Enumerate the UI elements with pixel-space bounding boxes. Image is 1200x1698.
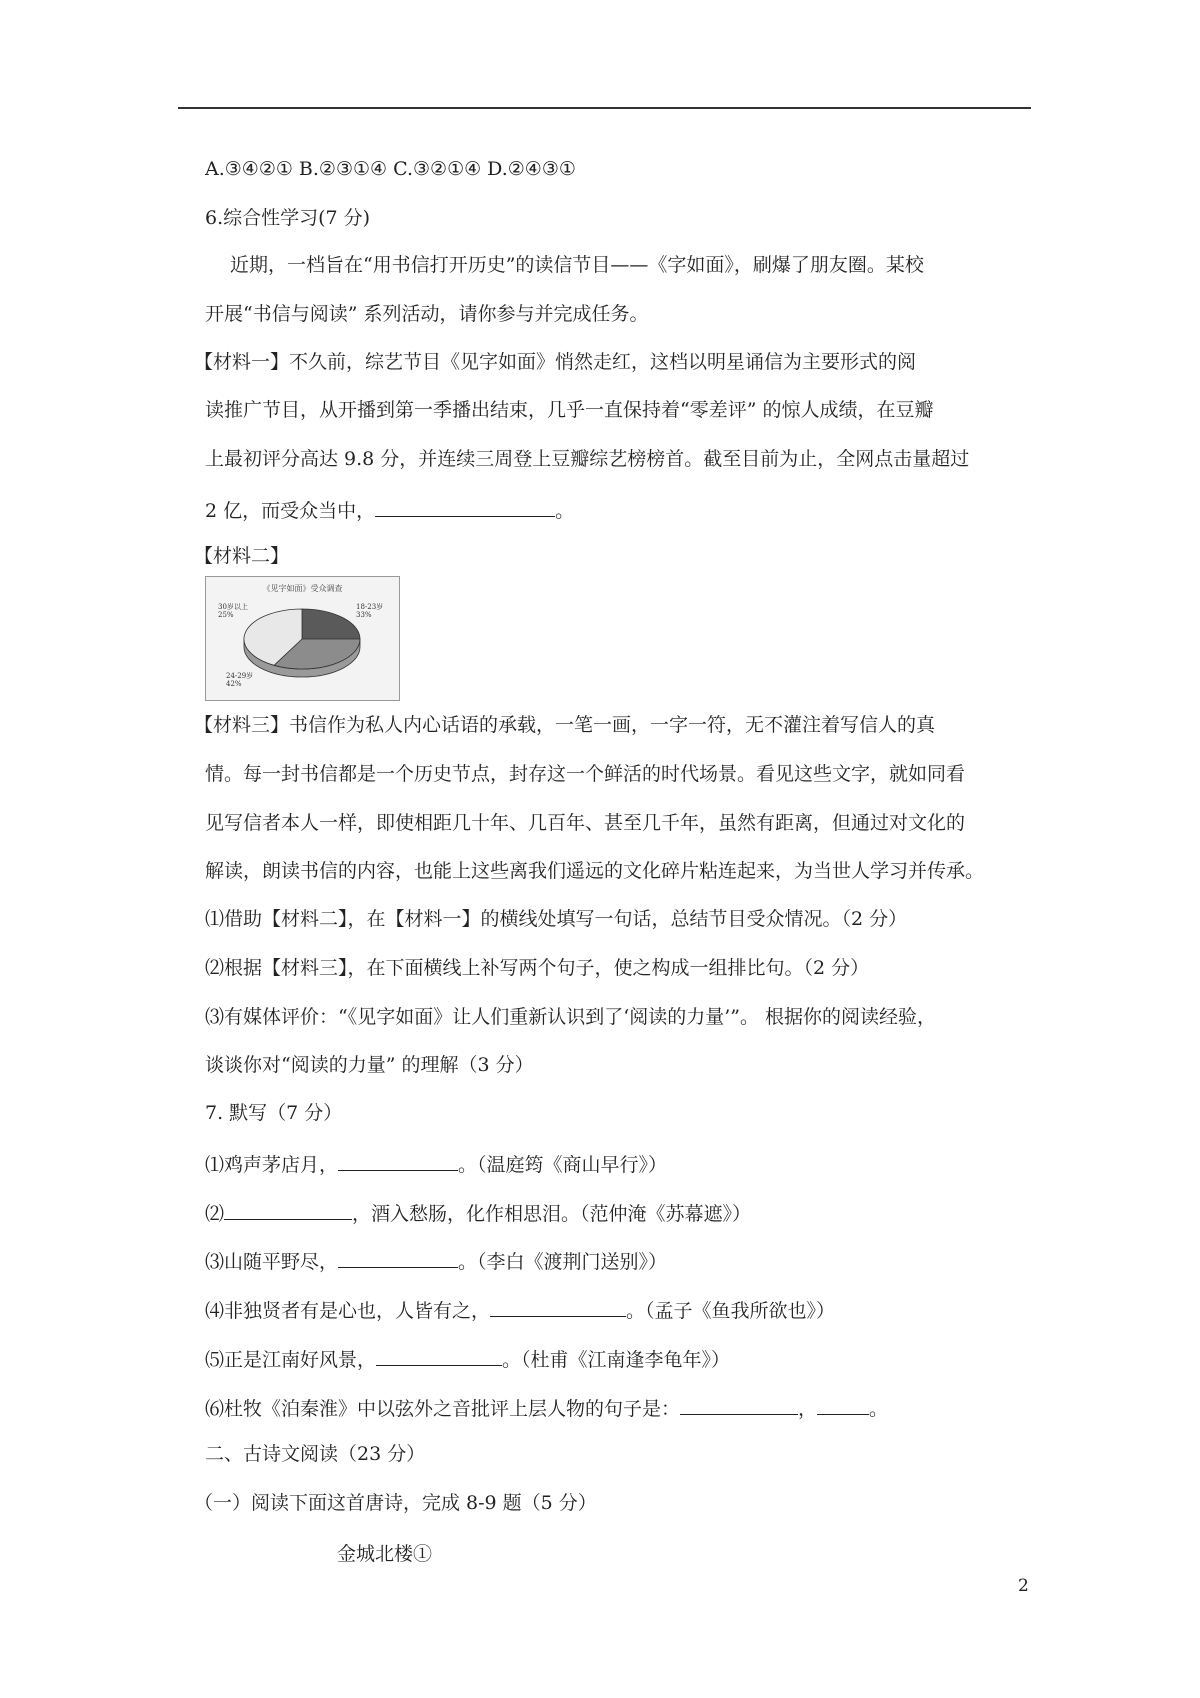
pie-label-18-23: 18-23岁 33% bbox=[356, 603, 384, 619]
answer-blank[interactable] bbox=[338, 1150, 458, 1171]
material-3-line-1: 【材料三】书信作为私人内心话语的承载，一笔一画，一字一符，无不灌注着写信人的真 bbox=[194, 714, 936, 736]
answer-blank[interactable] bbox=[680, 1394, 798, 1415]
q6-subquestion-1: ⑴借助【材料二】，在【材料一】的横线处填写一句话，总结节目受众情况。（2 分） bbox=[205, 908, 908, 930]
answer-blank[interactable] bbox=[375, 496, 555, 517]
answer-blank[interactable] bbox=[817, 1394, 869, 1415]
section-2-subtitle: （一）阅读下面这首唐诗，完成 8-9 题（5 分） bbox=[194, 1492, 597, 1514]
material-1-text: 2 亿，而受众当中， bbox=[205, 500, 376, 522]
answer-blank[interactable] bbox=[224, 1199, 352, 1220]
audience-pie-chart bbox=[205, 576, 400, 701]
header-rule bbox=[178, 107, 1031, 109]
material-3-line-2: 情。每一封书信都是一个历史节点，封存这一个鲜活的时代场景。看见这些文字，就如同看 bbox=[205, 763, 966, 785]
material-3-line-4: 解读，朗读书信的内容，也能上这些离我们遥远的文化碎片粘连起来，为当世人学习并传承。 bbox=[205, 860, 985, 882]
material-1-line-2: 读推广节目，从开播到第一季播出结束，几乎一直保持着“零差评” 的惊人成绩，在豆瓣 bbox=[205, 399, 934, 421]
q6-title: 6.综合性学习(7 分) bbox=[205, 207, 371, 229]
pie-label-30-plus: 30岁以上 25% bbox=[218, 603, 248, 619]
answer-blank[interactable] bbox=[338, 1247, 458, 1268]
pie-slice-30-plus bbox=[302, 609, 360, 639]
pie-label-24-29: 24-29岁 42% bbox=[226, 672, 254, 688]
material-3-line-3: 见写信者本人一样，即使相距几十年、几百年、甚至几千年，虽然有距离，但通过对文化的 bbox=[205, 812, 966, 834]
q7-line-5: ⑸正是江南好风景， 。（杜甫《江南逢李龟年》） bbox=[205, 1345, 730, 1372]
chart-title: 《见字如面》受众调查 bbox=[262, 584, 343, 593]
material-2-label: 【材料二】 bbox=[194, 545, 290, 567]
q6-intro-line-2: 开展“书信与阅读” 系列活动，请你参与并完成任务。 bbox=[205, 303, 649, 325]
pie-graphic bbox=[206, 577, 399, 700]
q7-line-4: ⑷非独贤者有是心也，人皆有之， 。（孟子《鱼我所欲也》） bbox=[205, 1296, 835, 1323]
material-1-line-1: 【材料一】不久前，综艺节目《见字如面》悄然走红，这档以明星诵信为主要形式的阅 bbox=[194, 351, 917, 373]
section-2-title: 二、古诗文阅读（23 分） bbox=[205, 1443, 426, 1465]
answer-blank[interactable] bbox=[376, 1345, 502, 1366]
q7-line-6: ⑹杜牧《泊秦淮》中以弦外之音批评上层人物的句子是： ， 。 bbox=[205, 1394, 888, 1421]
q6-intro-line-1: 近期，一档旨在“用书信打开历史”的读信节目——《字如面》，刷爆了朋友圈。某校 bbox=[230, 254, 924, 276]
q7-line-2: ⑵ ，酒入愁肠，化作相思泪。（范仲淹《苏幕遮》） bbox=[205, 1199, 751, 1226]
q6-subquestion-3-line-1: ⑶有媒体评价：“《见字如面》让人们重新认识到了‘阅读的力量’”。 根据你的阅读经验， bbox=[205, 1006, 937, 1028]
answer-blank[interactable] bbox=[490, 1296, 626, 1317]
q6-subquestion-2: ⑵根据【材料三】，在下面横线上补写两个句子，使之构成一组排比句。（2 分） bbox=[205, 957, 870, 979]
answer-options: A.③④②① B.②③①④ C.③②①④ D.②④③① bbox=[205, 158, 576, 180]
material-1-line-3: 上最初评分高达 9.8 分，并连续三周登上豆瓣综艺榜榜首。截至目前为止，全网点击量超过 bbox=[205, 448, 970, 470]
q7-line-1: ⑴鸡声茅店月， 。（温庭筠《商山早行》） bbox=[205, 1150, 667, 1177]
material-1-end: 。 bbox=[555, 500, 575, 522]
material-1-line-4 bbox=[205, 496, 574, 523]
q6-subquestion-3-line-2: 谈谈你对“阅读的力量” 的理解（3 分） bbox=[205, 1054, 534, 1076]
q7-title: 7. 默写（7 分） bbox=[205, 1102, 343, 1124]
q7-line-3: ⑶山随平野尽， 。（李白《渡荆门送别》） bbox=[205, 1247, 667, 1274]
poem-title: 金城北楼① bbox=[337, 1543, 433, 1565]
page-number: 2 bbox=[1018, 1576, 1029, 1596]
